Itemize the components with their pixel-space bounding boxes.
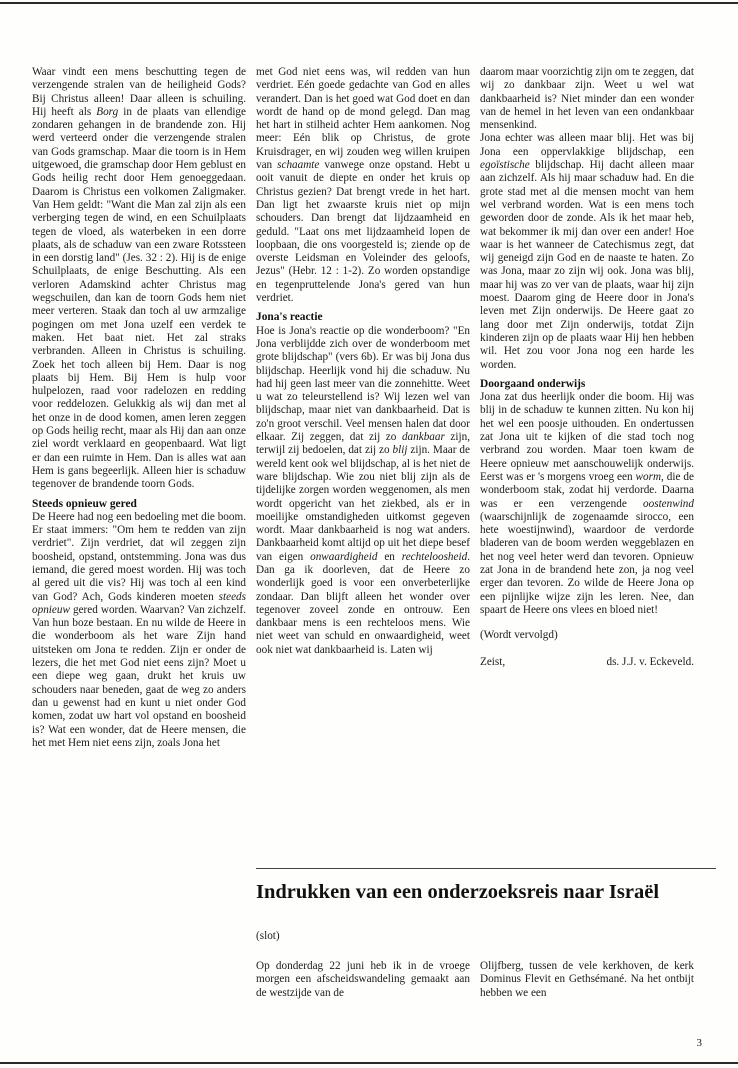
paragraph: met God niet eens was, wil redden van hun verdriet. Eén goede gedachte van God en alles verandert. Dan is het goed wat God doet en dan wordt de hand op de mond gelegd. Dan mag het hart in stilheid achter Hem aankomen. Nog meer: Eén blik op Christus, de grote Kruisdrager, en wij zouden weg willen kruipen van schaamte vanwege onze opstand. Hebt u ooit vanuit de diepte en onder het kruis op Christus gezien? Dat brengt vrede in het hart. Dan ligt het zwaarste kruis niet op mijn schouders. Dan brengt dat lijdzaamheid en geduld. "Laat ons met lijdzaamheid lopen de loopbaan, die ons voorgesteld is; ziende op de overste Leidsman en Voleinder des geloofs, Jezus" (Hebr. 12 : 1-2). Zo worden opstandige en tegenpruttelende Jona's gered van hun verdriet.	[256, 66, 470, 305]
article-subtitle: (slot)	[256, 930, 280, 942]
column-1	[32, 66, 246, 750]
bottom-border	[0, 1062, 738, 1064]
top-border	[0, 2, 738, 4]
signoff-place: Zeist,	[480, 656, 506, 669]
column-2	[256, 66, 470, 657]
to-be-continued: (Wordt vervolgd)	[480, 629, 558, 642]
paragraph: daarom maar voorzichtig zijn om te zeggen, dat wij zo dankbaar zijn. Weet u wel wat dankbaarheid is? Niet minder dan een wonder van de hemel in het leven van een ondankbaar mensenkind.	[480, 66, 694, 132]
paragraph: Op donderdag 22 juni heb ik in de vroege morgen een afscheidswandeling gemaakt aan de westzijde van de	[256, 960, 470, 999]
article2-column-1	[256, 960, 470, 1000]
column-3	[480, 66, 694, 670]
paragraph: De Heere had nog een bedoeling met die boom. Er staat immers: "Om hem te redden van zijn verdriet". Zijn verdriet, dat wil zeggen zijn boosheid, opstand, ontstemming. Jona was dus iemand, die gered moest worden. Hij was toch al gered uit die vis? Hij was toch al een kind van God? Ach, Gods kinderen moeten steeds opnieuw gered worden. Waarvan? Van zichzelf. Van hun boze bestaan. En nu wilde de Heere in die wonderboom als het ware Zijn hand uitsteken om Jona te redden. Zijn er onder de lezers, die het met God niet eens zijn? Moet u een diepe weg gaan, drukt het kruis uw schouders naar beneden, gaat de weg zo anders dan u gewenst had en kunt u niet onder God komen, zodat uw hart vol opstand en boosheid is? Wat een wonder, dat de Heere mensen, die het met Hem niet eens zijn, zoals Jona het	[32, 510, 246, 749]
paragraph: Jona echter was alleen maar blij. Het was bij Jona een oppervlakkige blijdschap, een egoïstische blijdschap. Hij dacht alleen maar aan zichzelf. Als hij maar schaduw had. En die grote stad met al die mensen mocht van hem wel verbrand worden. Wat is een mens toch geworden door de zonde. Als ik het maar heb, wat bekommer ik mij dan over een ander! Hoe waar is het wanneer de Catechismus zegt, dat wij geneigd zijn God en de naaste te haten. Zo was Jona, maar zo zijn wij ook. Jona was blij, maar hij was zo ver van de plaats, waar hij zijn moest. Daarom ging de Heere door in Jona's leven met Zijn onderwijs. De Heere gaat zo lang door met Zijn onderwijs, totdat Zijn kinderen zijn op de plaats waar Hij hen hebben wil. Het zou voor Jona nog een harde les worden.	[480, 132, 694, 371]
paragraph: Hoe is Jona's reactie op die wonderboom? "En Jona verblijdde zich over de wonderboom met grote blijdschap" (vers 6b). Er was bij Jona dus blijdschap. Heerlijk vond hij die schaduw. Nu had hij geen last meer van die zonnehitte. Weet u wat zo teleurstellend is? Wij lezen wel van blijdschap, maar niet van dankbaarheid. Dat is zo'n groot verschil. Veel mensen halen dat door elkaar. Zij zeggen, dat zij zo dankbaar zijn, terwijl zij bedoelen, dat zij zo blij zijn. Maar de wereld kent ook wel blijdschap, al is het niet de ware blijdschap. Wie zou niet blij zijn als de tijdelijke zorgen worden weggenomen, als men wordt opgericht van het ziekbed, als er in moeilijke omstandigheden uitkomst gegeven wordt. Maar dankbaarheid is nog wat anders. Dankbaarheid komt altijd op uit het diepe besef van eigen onwaardigheid en rechteloosheid. Dan ga ik doorleven, dat de Heere zo wonderlijk goed is voor een onverbeterlijke zondaar. Dan blijft alleen het wonder over tegenover zoveel zonde en ontrouw. Een dankbaar mens is een rechteloos mens. Wie niet weet van schuld en onwaardigheid, weet ook niet wat dankbaarheid is. Laten wij	[256, 324, 471, 656]
article-title: Indrukken van een onderzoeksreis naar Israël	[256, 881, 660, 903]
article2-column-2	[480, 960, 694, 1000]
signoff	[480, 656, 694, 669]
article-divider	[256, 868, 716, 869]
signoff-author: ds. J.J. v. Eckeveld.	[606, 656, 694, 669]
paragraph: Waar vindt een mens beschutting tegen de verzengende stralen van de heiligheid Gods? Bij Christus alleen! Daar alleen is schuiling. Hij heeft als Borg in de plaats van ellendige zondaren gehangen in de brandende zon. Hij werd verteerd onder die verzengende stralen van Gods gramschap. Maar die toorn is in Hem uitgewoed, die gramschap door Hem geblust en Gods heilig recht door Hem genoeggedaan. Daarom is Christus een volkomen Zaligmaker. Van Hem geldt: "Want die Man zal zijn als een verberging tegen de wind, en een Schuilplaats tegen de vloed, als waterbeken in een dorre plaats, als de schaduw van een zware Rotssteen in een dorstig land" (Jes. 32 : 2). Hij is de enige Schuilplaats, de enige Beschutting. Als een verloren Adamskind achter Christus mag wegschuilen, dan kan de toorn Gods hem niet meer verteren. Staak dan toch al uw armzalige pogingen om met Jona uzelf een verdek te maken. Het baat niet. Het zal straks verbranden. Alleen in Christus is schuiling. Zoek het toch alleen bij Hem. Daar is nog plaats bij Hem. Bij Hem is hulp voor hulpelozen, raad voor radelozen en redding voor reddelozen. Gelukkig als wij dan met al het onze in de dood komen, amen leren zeggen op Gods heilig recht, maar als Hij dan aan onze ziel wordt verklaard en geopenbaard. Wat ligt er dan een ruimte in Hem. Dan is alles wat aan Hem is gans begeerlijk. Alleen hier is schaduw tegenover de brandende toorn Gods.	[32, 66, 246, 491]
paragraph: Jona zat dus heerlijk onder die boom. Hij was blij in de schaduw te kunnen zitten. Nu kon hij het wel een poosje uithouden. En ondertussen zat Jona uit te kijken of die stad toch nog verbrand zou worden. Maar toen kwam de Heere opnieuw met aanschouwelijk onderwijs. Eerst was er 's morgens vroeg een worm, die de wonderboom stak, zodat hij verdorde. Daarna was er een verzengende oostenwind (waarschijnlijk de zogenaamde sirocco, een hete woestijnwind), waardoor de verdorde bladeren van de boom werden weggeblazen en het nog veel heter werd dan tevoren. Opnieuw zat Jona in de brandend hete zon, ja nog veel erger dan tevoren. Zo wilde de Heere Jona op een pijnlijke wijze zijn les leren. Nee, dan spaart de Heere ons vlees en bloed niet!	[480, 391, 694, 616]
paragraph: Olijfberg, tussen de vele kerkhoven, de kerk Dominus Flevit en Gethsémané. Na het ontbijt hebben we een	[480, 960, 694, 999]
section-heading: Doorgaand onderwijs	[480, 377, 586, 390]
section-heading: Steeds opnieuw gered	[32, 497, 137, 510]
page-number: 3	[696, 1037, 702, 1049]
section-heading: Jona's reactie	[256, 311, 323, 324]
